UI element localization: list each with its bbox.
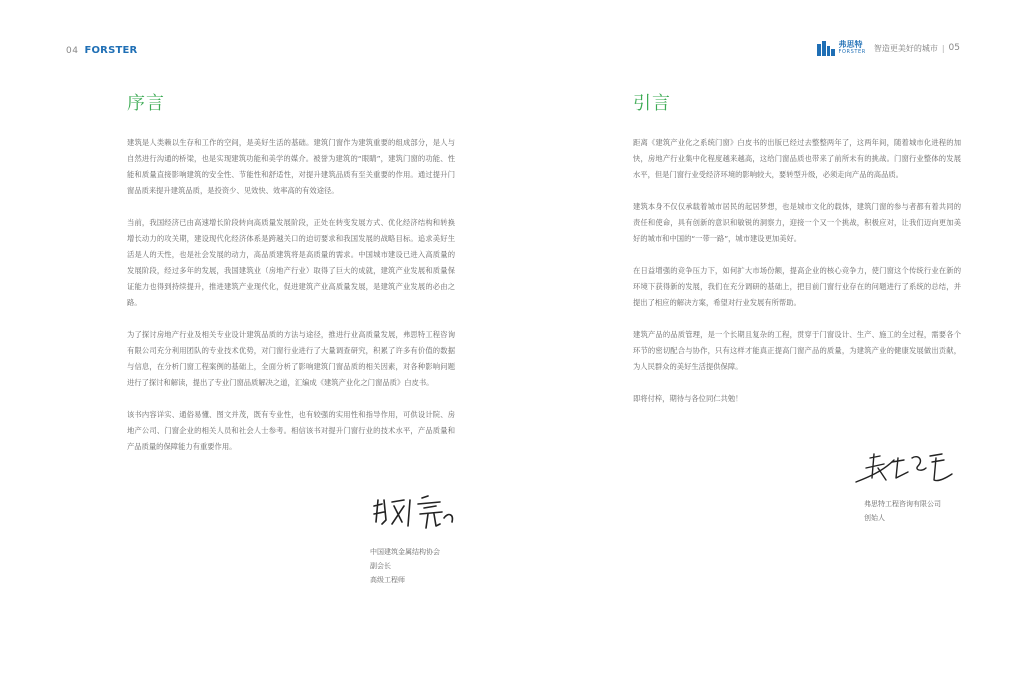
right-header [817, 40, 960, 56]
introduction-paragraph: 即将付梓，期待与各位同仁共勉！ [633, 394, 743, 403]
preface-paragraph: 该书内容详实、通俗易懂、图文并茂，既有专业性，也有较强的实用性和指导作用，可供设计院、房地产公司、门窗企业的相关人员和社会人士参考。相信该书对提升门窗行业的技术水平，产品质量和产品质量的保障能力有重要作用。 [127, 410, 455, 451]
page-number-left: 04 [66, 46, 79, 56]
company-logo [817, 40, 865, 56]
introduction-signature [852, 448, 962, 496]
preface-signature [370, 492, 460, 534]
signatory-company: 弗思特工程咨询有限公司 [864, 500, 941, 508]
preface-signatory [370, 545, 440, 587]
preface-body [127, 135, 455, 471]
introduction-paragraph: 在日益增强的竞争压力下，如何扩大市场份额，提高企业的核心竞争力，使门窗这个传统行业在新的环境下获得新的发展，我们在充分调研的基础上，把目前门窗行业存在的问题进行了系统的总结，并提出了相应的解决方案，希望对行业发展有所帮助。 [633, 266, 961, 307]
slogan: 智造更美好的城市 [873, 43, 938, 53]
brand-name: FORSTER [84, 45, 138, 56]
header-separator: | [941, 43, 945, 53]
building-logo-icon [817, 40, 835, 56]
handwritten-signature-icon [852, 448, 962, 492]
logo-chinese-name: 弗思特 [838, 40, 863, 49]
introduction-paragraph: 建筑产品的品质管理，是一个长期且复杂的工程，贯穿于门窗设计、生产、施工的全过程，需要各个环节的密切配合与协作，只有这样才能真正提高门窗产品的质量，为建筑产业的健康发展做出贡献，为人民群众的美好生活提供保障。 [633, 330, 961, 371]
introduction-paragraph: 建筑本身不仅仅承载着城市居民的起居梦想，也是城市文化的载体，建筑门窗的参与者都有着共同的责任和使命，具有创新的意识和敏锐的洞察力，迎接一个又一个挑战，积极应对，让我们迈向更加美好的城市和中国的“一带一路”，城市建设更加美好。 [633, 202, 961, 243]
preface-paragraph: 当前，我国经济已由高速增长阶段转向高质量发展阶段，正处在转变发展方式、优化经济结构和转换增长动力的攻关期，建设现代化经济体系是跨越关口的迫切要求和我国发展的战略目标。追求美好生活是人的天性，也是社会发展的动力，高品质建筑将是高质量的需求。中国城市建设已进入高质量的发展阶段，经过多年的发展，我国建筑业（房地产行业）取得了巨大的成就，建筑产业发展和质量保证能力也得到持续提升，推进建筑产业现代化，促进建筑产业高质量发展，是建筑产业发展的必由之路。 [127, 218, 455, 307]
preface-paragraph: 为了探讨房地产行业及相关专业设计建筑品质的方法与途径，推进行业高质量发展，弗思特工程咨询有限公司充分利用团队的专业技术优势，对门窗行业进行了大量调查研究，积累了许多有价值的数据与信息，在分析门窗工程案例的基础上，全面分析了影响建筑门窗品质的相关因素，对各种影响问题进行了探讨和解读，提出了专业门窗品质解决之道，汇编成《建筑产业化之门窗品质》白皮书。 [127, 330, 455, 387]
logo-english-name: FORSTER [838, 49, 866, 55]
preface-title: 序言 [127, 93, 165, 114]
left-header [66, 45, 137, 56]
preface-paragraph: 建筑是人类赖以生存和工作的空间，是美好生活的基础。建筑门窗作为建筑重要的组成部分，是人与自然进行沟通的桥梁，也是实现建筑功能和美学的媒介。被誉为建筑的“眼睛”，建筑门窗的功能、性能和质量直接影响建筑的安全性、节能性和舒适性，对提升建筑品质有至关重要的作用。通过提升门窗品质来提升建筑品质，是投资少、见效快、效率高的有效途径。 [127, 138, 455, 195]
introduction-title: 引言 [633, 93, 671, 114]
signatory-role: 创始人 [864, 514, 885, 522]
introduction-body [633, 135, 961, 423]
introduction-signatory [864, 497, 941, 525]
right-page [512, 0, 1024, 700]
handwritten-signature-icon [370, 492, 460, 534]
page-number-right: 05 [948, 43, 960, 53]
introduction-paragraph: 距离《建筑产业化之系统门窗》白皮书的出版已经过去整整两年了，这两年间，随着城市化进程的加快，房地产行业集中化程度越来越高，这给门窗品质也带来了前所未有的挑战。门窗行业整体的发展水平，但是门窗行业受经济环境的影响较大，要转型升级，必须走向产品的高品质。 [633, 138, 961, 179]
signatory-title: 高级工程师 [370, 576, 405, 584]
signatory-organization: 中国建筑金属结构协会 [370, 548, 440, 556]
signatory-role: 副会长 [370, 562, 391, 570]
